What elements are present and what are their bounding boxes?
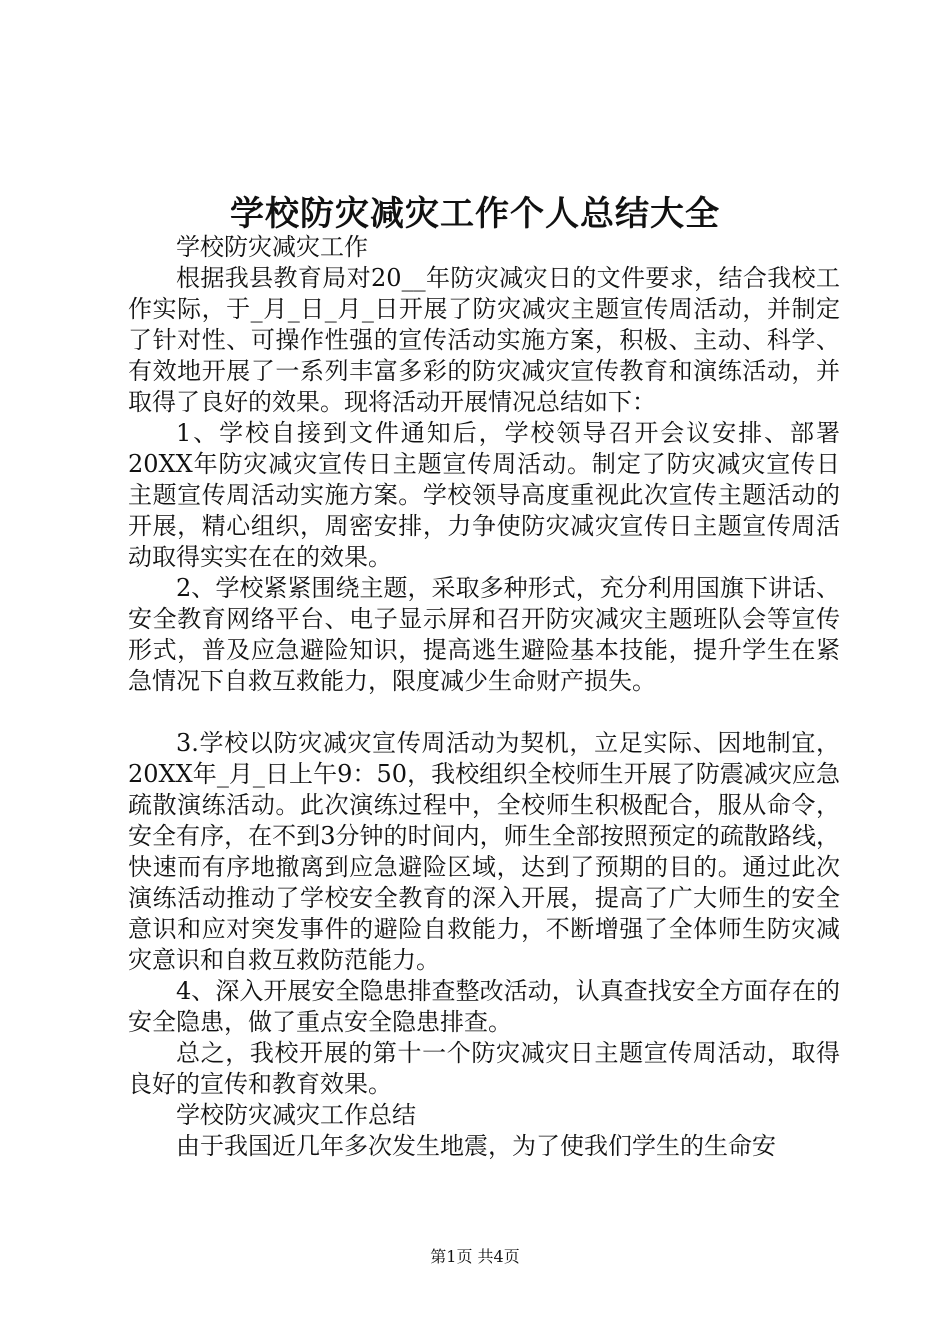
paragraph-item-2: 2、学校紧紧围绕主题，采取多种形式，充分利用国旗下讲话、安全教育网络平台、电子显示屏和召开防灾减灾主题班队会等宣传形式，普及应急避险知识，提高逃生避险基本技能，提升学生在紧急情况下自救互救能力，限度减少生命财产损失。 bbox=[128, 574, 840, 695]
page-footer: 第1页 共4页 bbox=[430, 1247, 520, 1266]
paragraph-conclusion: 总之，我校开展的第十一个防灾减灾日主题宣传周活动，取得良好的宣传和教育效果。 bbox=[128, 1039, 840, 1098]
document-body bbox=[128, 232, 840, 1162]
paragraph-section-2-start: 由于我国近几年多次发生地震，为了使我们学生的生命安 bbox=[176, 1132, 776, 1160]
paragraph-item-1: 1、学校自接到文件通知后，学校领导召开会议安排、部署20XX年防灾减灾宣传日主题宣传周活动。制定了防灾减灾宣传日主题宣传周活动实施方案。学校领导高度重视此次宣传主题活动的开展，精心组织，周密安排，力争使防灾减灾宣传日主题宣传周活动取得实实在在的效果。 bbox=[128, 419, 840, 571]
paragraph-intro: 根据我县教育局对20__年防灾减灾日的文件要求，结合我校工作实际，于_月_日_月_日开展了防灾减灾主题宣传周活动，并制定了针对性、可操作性强的宣传活动实施方案，积极、主动、科学、有效地开展了一系列丰富多彩的防灾减灾宣传教育和演练活动，并取得了良好的效果。现将活动开展情况总结如下： bbox=[128, 264, 840, 416]
paragraph-item-4: 4、深入开展安全隐患排查整改活动，认真查找安全方面存在的安全隐患，做了重点安全隐患排查。 bbox=[128, 977, 840, 1036]
section-heading-1: 学校防灾减灾工作 bbox=[176, 233, 368, 261]
paragraph-item-3: 3.学校以防灾减灾宣传周活动为契机，立足实际、因地制宜，20XX年_月_日上午9：50，我校组织全校师生开展了防震减灾应急疏散演练活动。此次演练过程中，全校师生积极配合，服从命令，安全有序，在不到3分钟的时间内，师生全部按照预定的疏散路线，快速而有序地撤离到应急避险区域，达到了预期的目的。通过此次演练活动推动了学校安全教育的深入开展，提高了广大师生的安全意识和应对突发事件的避险自救能力，不断增强了全体师生防灾减灾意识和自救互救防范能力。 bbox=[128, 729, 840, 974]
document-title: 学校防灾减灾工作个人总结大全 bbox=[230, 194, 720, 234]
section-heading-2: 学校防灾减灾工作总结 bbox=[176, 1101, 416, 1129]
